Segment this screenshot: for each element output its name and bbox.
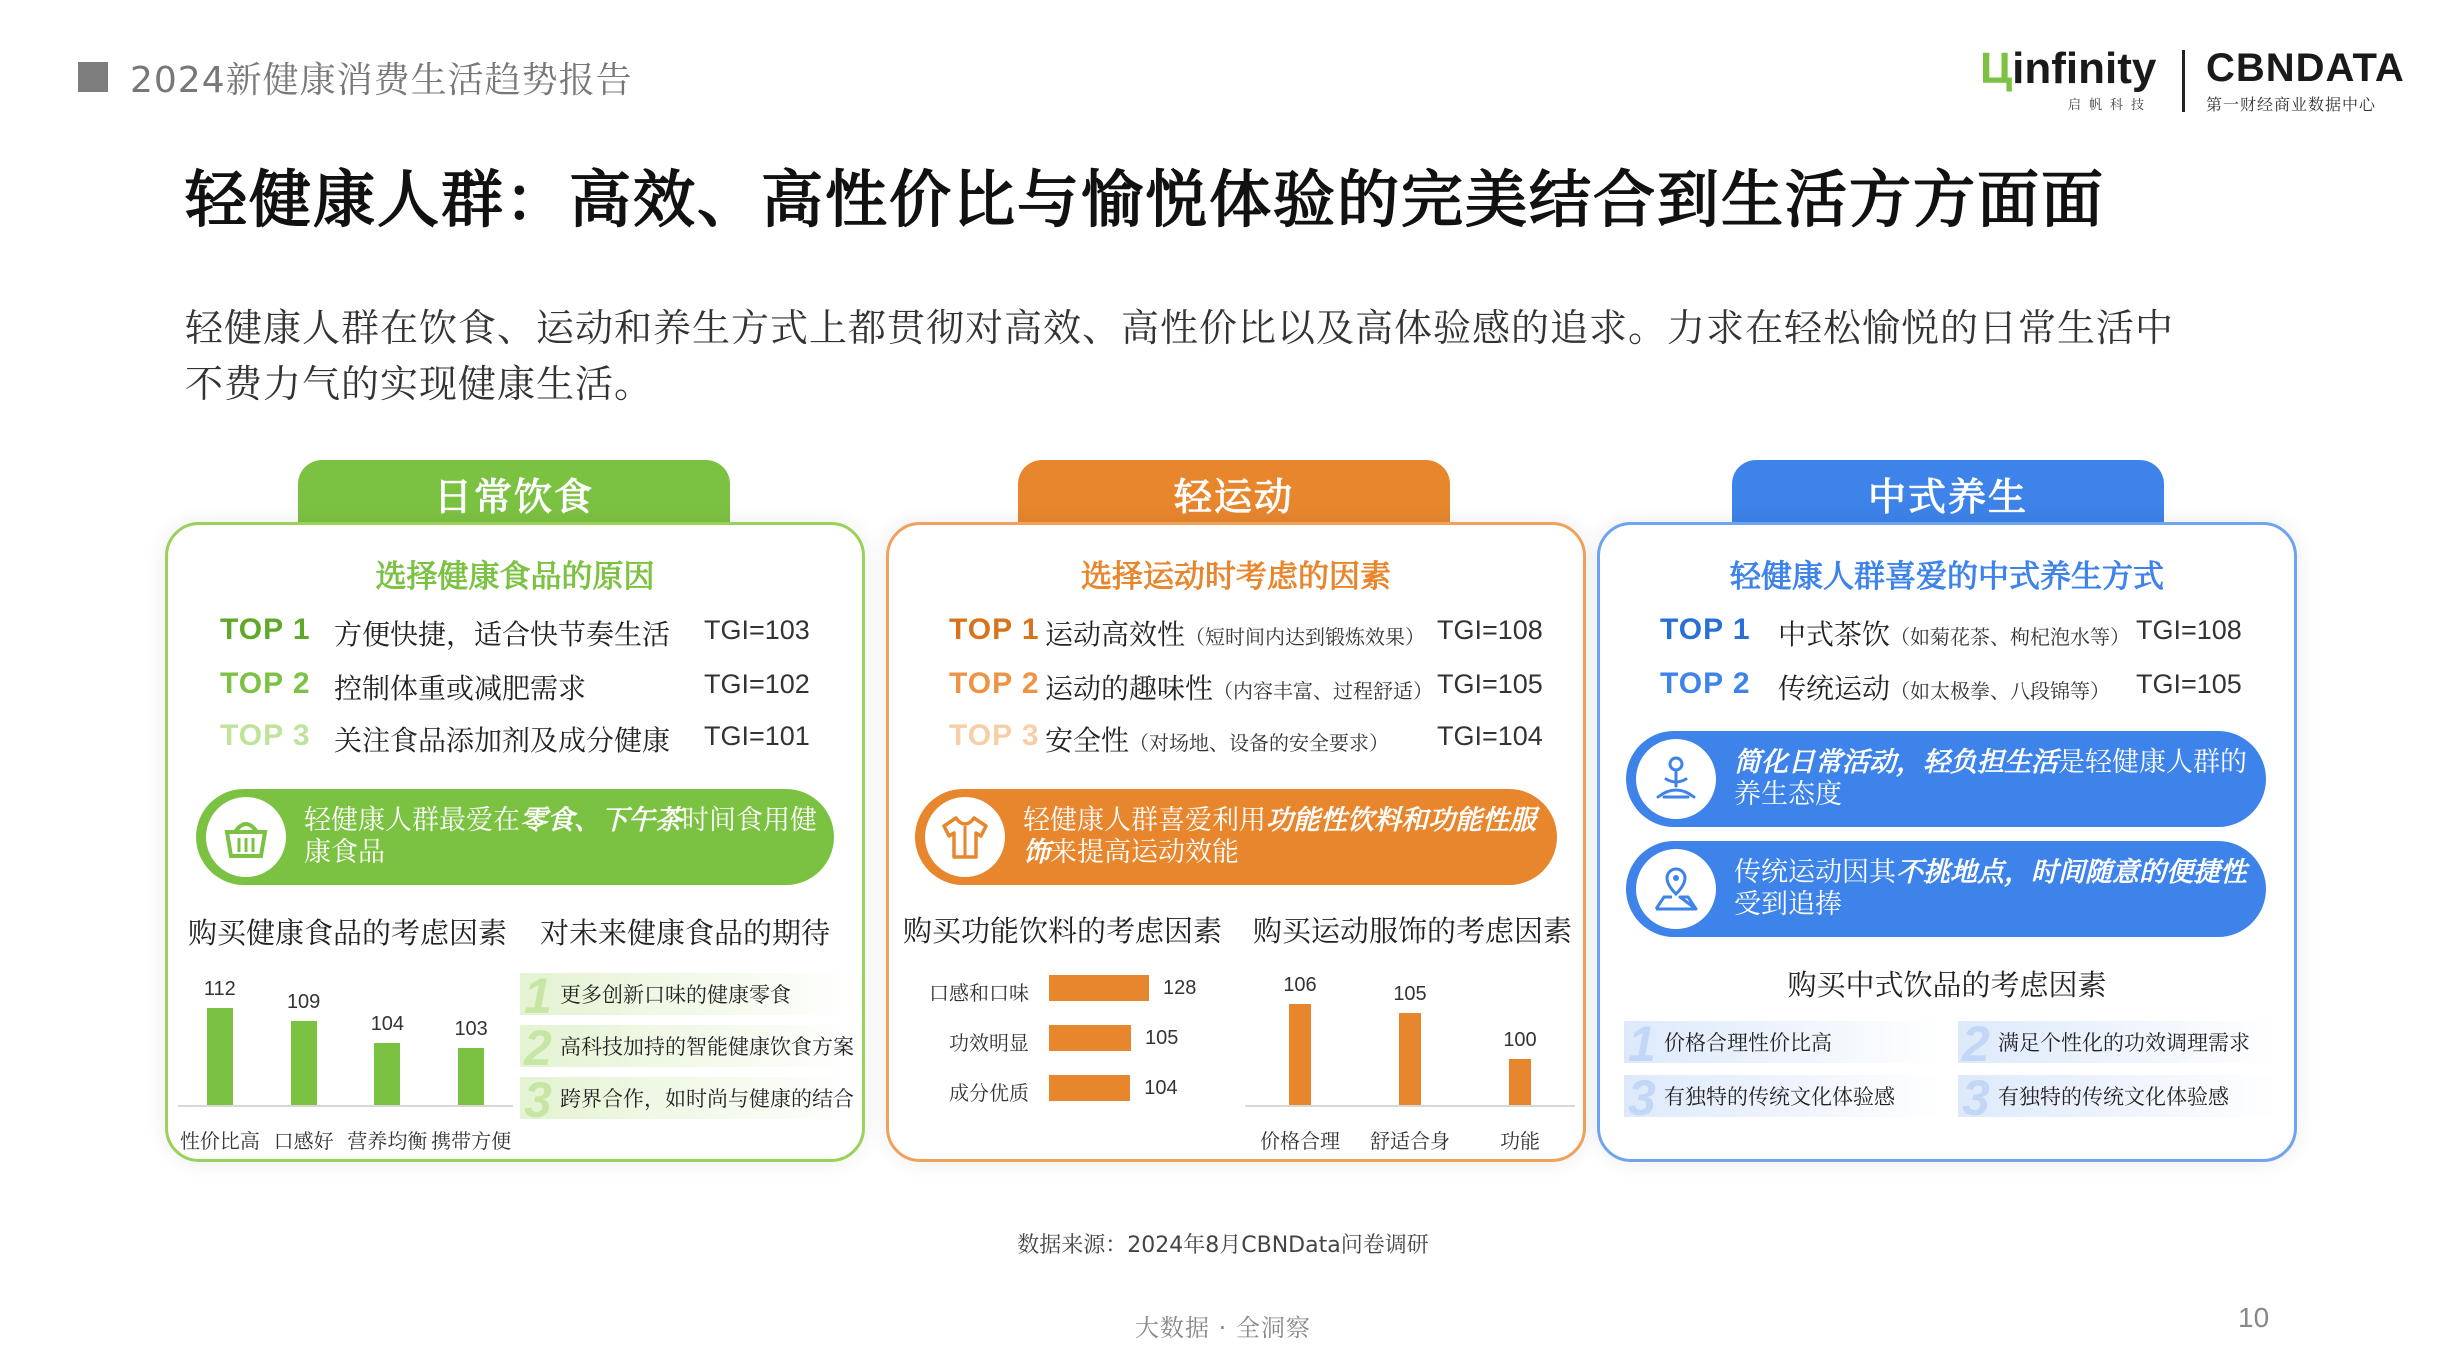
chart-value-label: 104 [370,1013,405,1036]
sport-top1-note: （短时间内达到锻炼效果） [1185,625,1426,649]
diet-top2-tgi: TGI=102 [704,669,810,699]
chart-value-label: 103 [454,1017,488,1040]
infinity-logo-text: infinity [2012,44,2157,93]
diet-wish-text: 跨界合作，如时尚与健康的结合 [560,1087,854,1111]
tcm-factor-item [1958,1016,2278,1072]
logo-divider [2182,50,2185,112]
data-source-note: 数据来源：2024年8月CBNData问卷调研 [1017,1233,1429,1258]
chart-category-label: 成分优质 [949,1081,1029,1105]
tcm-top1-text [1778,613,2130,653]
diet-wish-text: 高科技加持的智能健康饮食方案 [560,1035,854,1059]
sport-top2-main: 运动的趣味性 [1045,672,1214,705]
sports-shirt-icon [925,797,1005,877]
sport-insight-bold: 功能性饮料和功能性服饰 [1023,805,1536,868]
tab-diet: 日常饮食 [298,460,730,526]
chart-value-label: 128 [1163,977,1197,999]
diet-top3-tgi: TGI=101 [704,721,810,751]
infinity-logo [1980,44,2156,94]
tcm-insight-2-post: 受到追捧 [1734,889,1842,920]
diet-subtitle: 选择健康食品的原因 [375,559,655,595]
tcm-card [1597,522,2297,1162]
tcm-top2-label: TOP 2 [1660,667,1751,700]
tcm-factor-number: 3 [1962,1070,1990,1126]
diet-wish-number: 3 [524,1072,552,1128]
sport-apparel-bar-chart [1245,965,1575,1155]
chart-bar [374,1043,400,1105]
sport-top2-tgi: TGI=105 [1437,669,1543,699]
tcm-top1-tgi: TGI=108 [2136,615,2242,645]
diet-wish-item [520,1020,854,1076]
diet-wish-text: 更多创新口味的健康零食 [560,983,791,1007]
chart-bar [1049,1025,1131,1051]
diet-card [165,522,865,1162]
tcm-factor-number: 2 [1962,1016,1990,1072]
tcm-factor-item [1624,1070,1944,1126]
intro-line-2: 不费力气的实现健康生活。 [185,362,654,406]
sport-top2-note: （内容丰富、过程舒适） [1213,679,1434,703]
diet-top1-tgi: TGI=103 [704,615,810,645]
tcm-factor-number: 1 [1628,1016,1656,1072]
chart-value-label: 105 [1145,1027,1179,1049]
tcm-insight-1-bold: 简化日常活动，轻负担生活 [1734,747,2058,778]
chart-category-label: 价格合理 [1260,1129,1340,1153]
chart-category-label: 性价比高 [179,1129,260,1153]
chart-bar [1289,1004,1311,1105]
page-number: 10 [2238,1302,2270,1333]
tcm-insight-pill-2 [1626,841,2266,937]
sport-drink-label: 购买功能饮料的考虑因素 [903,914,1223,948]
sport-top1-text [1045,613,1425,653]
sport-top3-tgi: TGI=104 [1437,721,1543,751]
chart-category-label: 功能 [1500,1129,1540,1153]
chart-baseline [178,1105,513,1107]
chart-bar [1399,1013,1421,1105]
tcm-top2-tgi: TGI=105 [2136,669,2242,699]
sport-top3-main: 安全性 [1045,724,1130,757]
tcm-top2-note: （如太极拳、八段锦等） [1890,679,2111,703]
intro-line-1: 轻健康人群在饮食、运动和养生方式上都贯彻对高效、高性价比以及高体验感的追求。力求在轻松愉悦的日常生活中 [185,306,2175,350]
chart-category-label: 舒适合身 [1370,1129,1450,1153]
chart-category-label: 营养均衡 [347,1129,428,1153]
tcm-insight-2-pre: 传统运动因其 [1734,857,1896,888]
tcm-factor-item [1624,1016,1944,1072]
sport-top1-tgi: TGI=108 [1437,615,1543,645]
chart-value-label: 100 [1503,1029,1537,1052]
chart-category-label: 口感和口味 [929,981,1029,1005]
tab-sport: 轻运动 [1018,460,1450,526]
tcm-factor-text: 满足个性化的功效调理需求 [1998,1031,2250,1055]
diet-chart-label: 购买健康食品的考虑因素 [188,916,508,950]
sport-drink-bar-chart [899,965,1244,1145]
chart-value-label: 112 [203,978,236,1001]
sport-insight-post: 来提高运动效能 [1050,837,1239,868]
tcm-subtitle: 轻健康人群喜爱的中式养生方式 [1730,559,2164,595]
diet-wish-item [520,1072,854,1128]
map-location-icon [1636,849,1716,929]
chart-bar [1049,975,1149,1001]
chart-value-label: 105 [1393,983,1427,1006]
sport-insight-pre: 轻健康人群喜爱利用 [1023,805,1266,836]
diet-wish-label: 对未来健康食品的期待 [540,916,831,950]
shopping-basket-icon [206,797,286,877]
report-title: 2024新健康消费生活趋势报告 [130,60,633,101]
tcm-top1-label: TOP 1 [1660,613,1751,646]
diet-top3-text: 关注食品添加剂及成分健康 [334,724,671,757]
tcm-factor-number: 3 [1628,1070,1656,1126]
tcm-insight-1-text [1734,747,2266,811]
diet-insight-pre: 轻健康人群最爱在 [304,805,520,836]
tcm-factor-text: 有独特的传统文化体验感 [1664,1085,1895,1109]
chart-bar [1509,1059,1531,1105]
chart-category-label: 功效明显 [949,1031,1029,1055]
chart-bar [291,1021,317,1105]
footer-slogan: 大数据 · 全洞察 [1135,1314,1311,1342]
chart-category-label: 口感好 [273,1129,334,1153]
chart-category-label: 携带方便 [431,1129,512,1153]
chart-value-label: 104 [1144,1077,1178,1099]
diet-top3-label: TOP 3 [220,719,311,752]
infinity-logo-mark-icon: Ц [1980,44,2013,93]
tcm-factor-text: 价格合理性价比高 [1664,1031,1832,1055]
tcm-insight-1-post: 是轻健康人群的养生态度 [1734,747,2247,810]
sport-subtitle: 选择运动时考虑的因素 [1081,559,1391,595]
tcm-top1-note: （如菊花茶、枸杞泡水等） [1890,625,2131,649]
diet-wish-number: 2 [524,1020,552,1076]
sport-apparel-label: 购买运动服饰的考虑因素 [1253,914,1573,948]
chart-bar [458,1048,484,1105]
tcm-factor-text: 有独特的传统文化体验感 [1998,1085,2229,1109]
sport-insight-text [1023,805,1557,869]
sport-top2-text [1045,667,1433,707]
tcm-top2-main: 传统运动 [1778,672,1891,705]
sport-insight-pill [915,789,1557,885]
diet-wish-number: 1 [524,968,552,1024]
diet-top2-text: 控制体重或减肥需求 [334,672,587,705]
diet-top1-label: TOP 1 [220,613,311,646]
report-marker [78,62,108,92]
diet-top1-text: 方便快捷，适合快节奏生活 [334,618,671,651]
sport-top3-label: TOP 3 [949,719,1040,752]
tcm-top2-text [1778,667,2110,707]
diet-insight-pill [196,789,834,885]
chart-value-label: 106 [1283,974,1317,997]
tcm-insight-pill-1 [1626,731,2266,827]
chart-bar [207,1008,233,1105]
tcm-insight-2-bold: 不挑地点，时间随意的便捷性 [1896,857,2247,888]
diet-insight-post: 时间食用健康食品 [304,805,817,868]
meditation-icon [1636,739,1716,819]
infinity-logo-subtitle: 启帆科技 [2068,98,2153,113]
diet-wish-item [520,968,854,1024]
page-title: 轻健康人群：高效、高性价比与愉悦体验的完美结合到生活方方面面 [185,163,2106,236]
chart-baseline [1245,1105,1575,1107]
tcm-drink-label: 购买中式饮品的考虑因素 [1787,968,2107,1002]
tcm-top1-main: 中式茶饮 [1778,618,1891,651]
diet-insight-bold: 零食、下午茶 [520,805,682,836]
sport-top3-text [1045,719,1389,759]
diet-top2-label: TOP 2 [220,667,311,700]
tcm-factor-item [1958,1070,2278,1126]
cbndata-logo: CBNDATA [2206,46,2405,90]
sport-top1-main: 运动高效性 [1045,618,1186,651]
sport-top1-label: TOP 1 [949,613,1040,646]
chart-bar [1049,1075,1130,1101]
chart-value-label: 109 [286,991,321,1014]
tab-tcm: 中式养生 [1732,460,2164,526]
intro-paragraph [185,300,2285,412]
sport-top2-label: TOP 2 [949,667,1040,700]
sport-top3-note: （对场地、设备的安全要求） [1129,731,1390,755]
diet-factor-bar-chart [178,965,513,1155]
tcm-insight-2-text [1734,857,2266,921]
sport-card [886,522,1586,1162]
diet-insight-text [304,805,834,869]
cbndata-logo-subtitle: 第一财经商业数据中心 [2206,95,2377,114]
